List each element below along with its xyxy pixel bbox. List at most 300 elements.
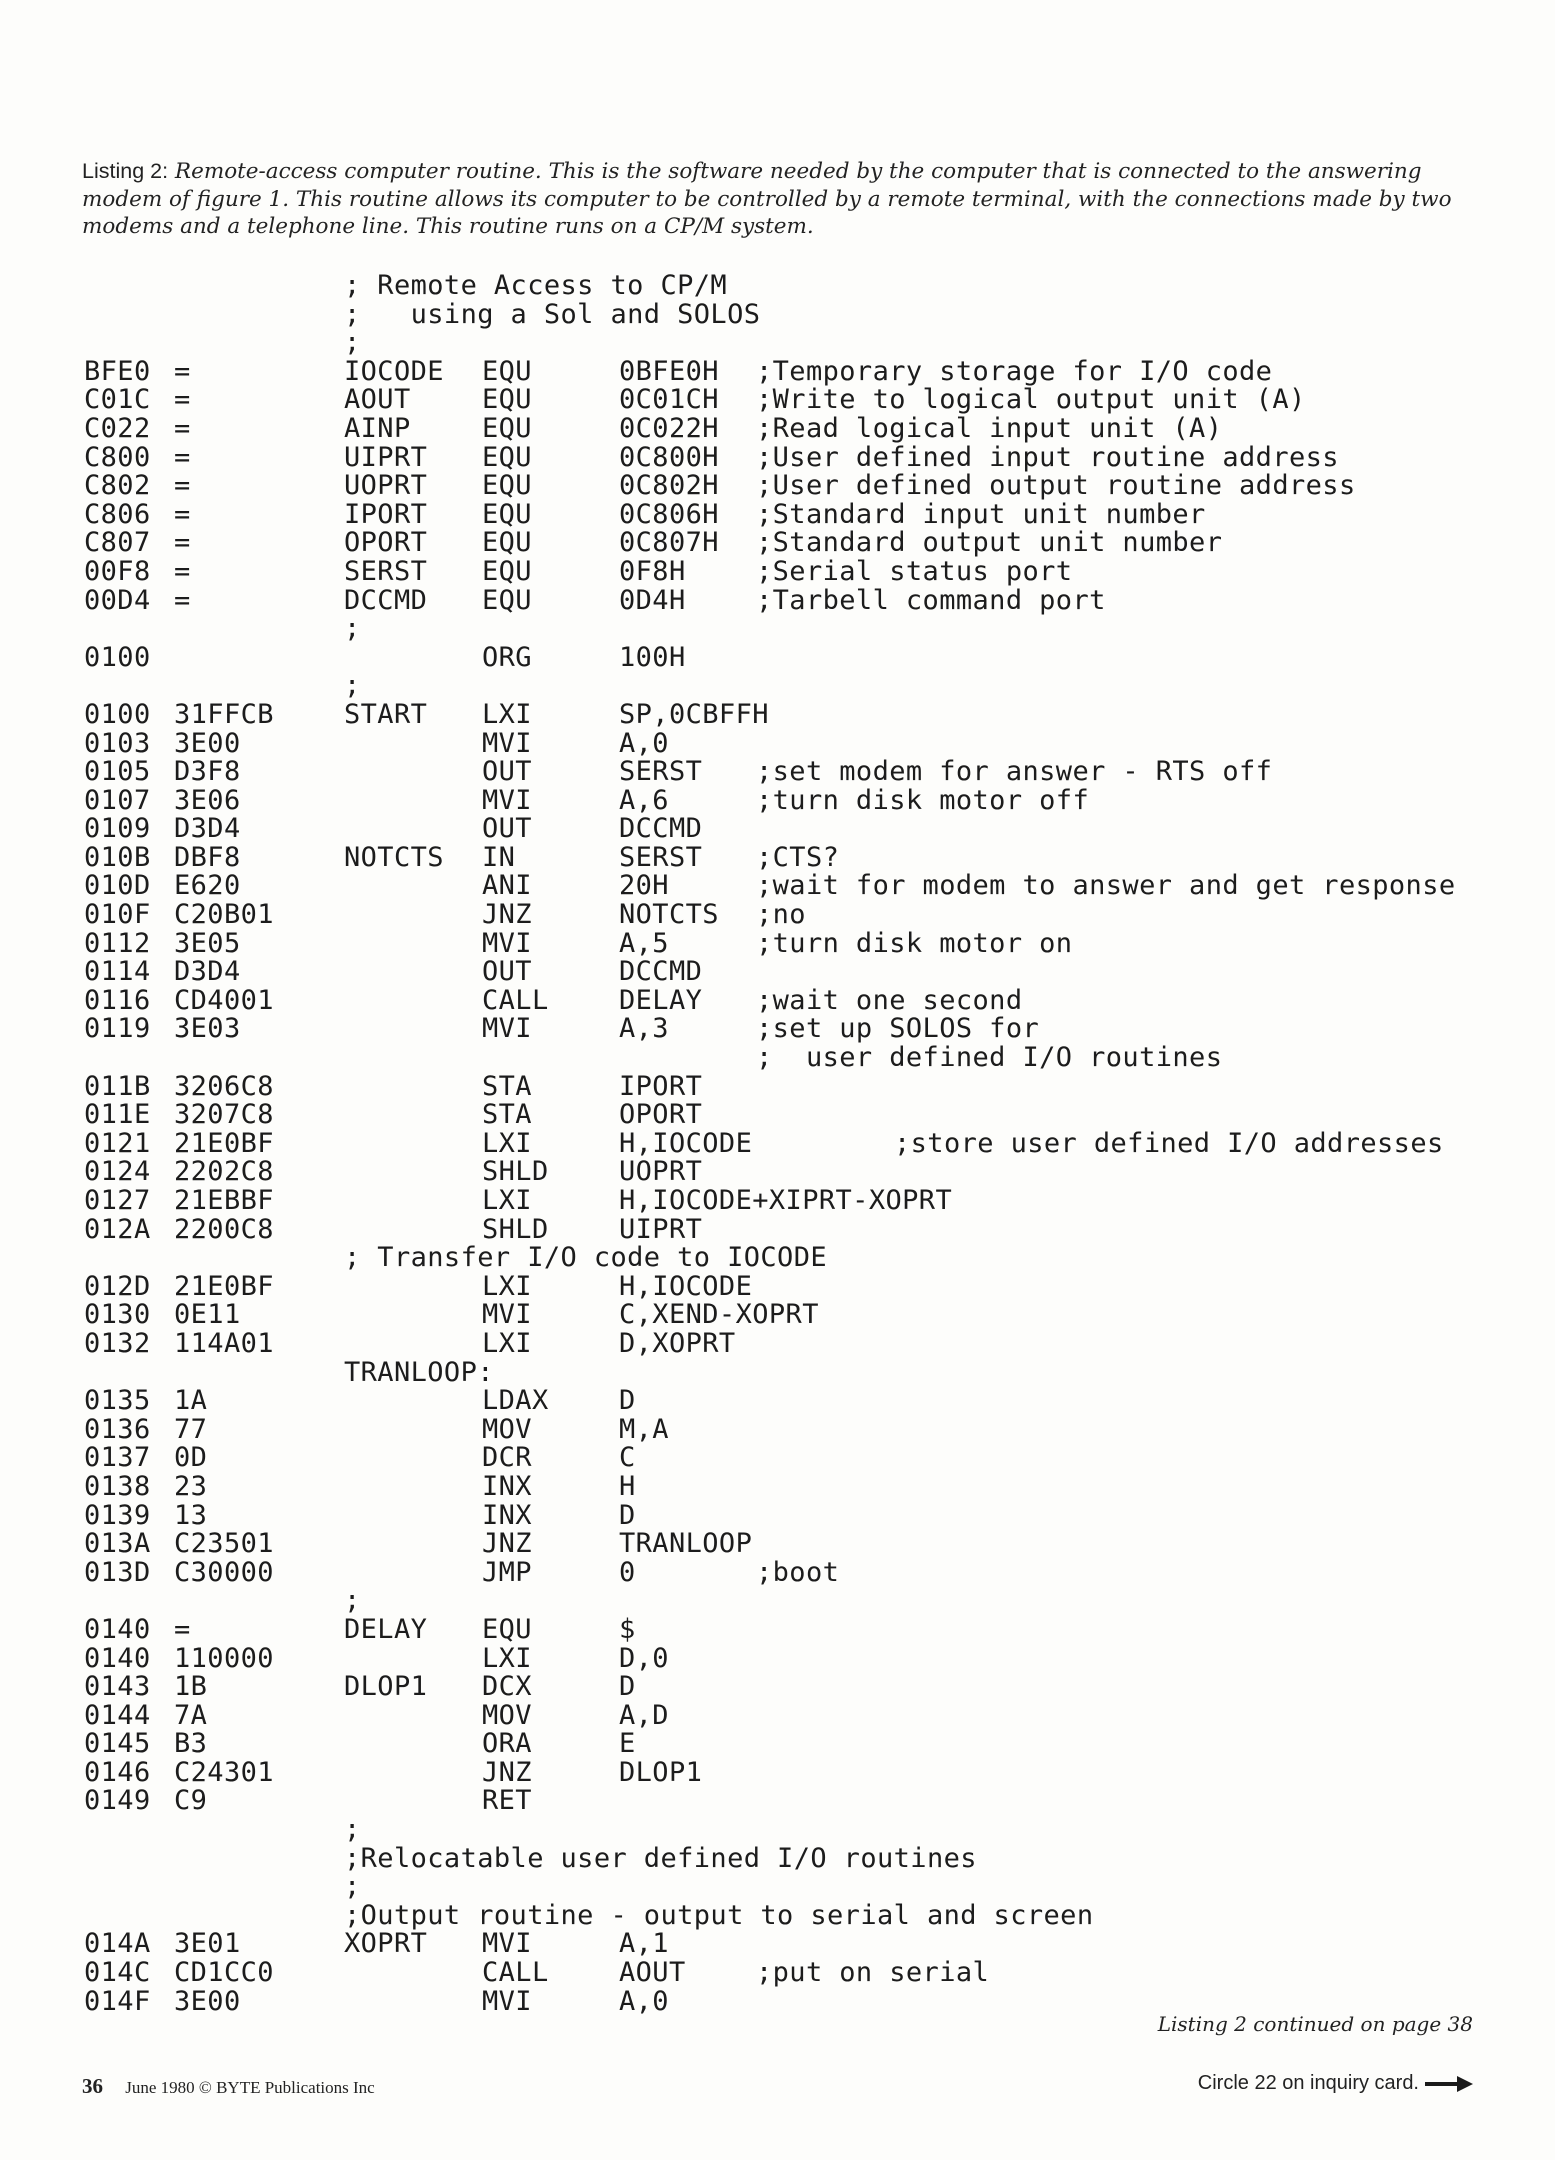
address: 010B [84, 841, 151, 873]
listing-line [84, 329, 1524, 358]
operand: H [619, 1470, 636, 1502]
listing-line [84, 1930, 1524, 1959]
operand: 0D4H [619, 584, 686, 616]
listing-line [84, 927, 1524, 959]
address: 0116 [84, 984, 151, 1016]
opcode-bytes: = [174, 584, 191, 616]
comment-line: TRANLOOP: [344, 1356, 494, 1388]
page-number: 36 [82, 2074, 103, 2098]
opcode-bytes: C24301 [174, 1756, 274, 1788]
opcode-bytes: C20B01 [174, 899, 274, 931]
mnemonic: LXI [482, 698, 532, 730]
operand: A,0 [619, 727, 669, 759]
opcode-bytes: 2202C8 [174, 1156, 274, 1188]
operand: DCCMD [619, 956, 703, 988]
opcode-bytes: C9 [174, 1785, 208, 1817]
listing-line [84, 958, 1524, 987]
opcode-bytes: D3D4 [174, 813, 241, 845]
mnemonic: MOV [482, 1699, 532, 1731]
listing-line [84, 1873, 1524, 1902]
comment: ;Temporary storage for I/O code [756, 355, 1273, 387]
listing-line [84, 1127, 1524, 1159]
mnemonic: CALL [482, 984, 549, 1016]
opcode-bytes: 3206C8 [174, 1070, 274, 1102]
comment-line: ; [344, 613, 361, 645]
issue-credit: June 1980 © BYTE Publications Inc [125, 2078, 375, 2097]
operand: $ [619, 1613, 636, 1645]
comment: ;Standard output unit number [756, 527, 1223, 559]
mnemonic: JNZ [482, 1756, 532, 1788]
arrow-right-icon [1425, 2076, 1473, 2092]
listing-line [84, 412, 1524, 444]
caption-text: Remote-access computer routine. This is the software needed by the computer that is connected to the answering modem of figure 1. This routine allows its computer to be controlled by a remote terminal, with the connections made by two modems and a telephone line. This routine runs on a CP/M system. [82, 159, 1452, 239]
address: 0136 [84, 1413, 151, 1445]
address: 00F8 [84, 555, 151, 587]
address: C807 [84, 527, 151, 559]
label: UIPRT [344, 441, 428, 473]
opcode-bytes: CD1CC0 [174, 1957, 274, 1989]
listing-line [84, 1587, 1524, 1616]
mnemonic: DCR [482, 1442, 532, 1474]
listing-line [84, 1070, 1524, 1102]
listing-line [84, 1899, 1524, 1931]
opcode-bytes: 77 [174, 1413, 208, 1445]
operand: A,1 [619, 1928, 669, 1960]
operand: 0C800H [619, 441, 719, 473]
comment-line: ; [344, 327, 361, 359]
mnemonic: EQU [482, 384, 532, 416]
comment: ;store user defined I/O addresses [894, 1127, 1444, 1159]
opcode-bytes: DBF8 [174, 841, 241, 873]
listing-line [84, 1158, 1524, 1187]
opcode-bytes: 3E05 [174, 927, 241, 959]
mnemonic: EQU [482, 584, 532, 616]
mnemonic: CALL [482, 1957, 549, 1989]
opcode-bytes: C30000 [174, 1556, 274, 1588]
comment: ;Tarbell command port [756, 584, 1106, 616]
listing-line [84, 1444, 1524, 1473]
address: 0149 [84, 1785, 151, 1817]
operand: OPORT [619, 1099, 703, 1131]
listing-line [84, 1699, 1524, 1731]
mnemonic: LXI [482, 1185, 532, 1216]
address: BFE0 [84, 355, 151, 387]
mnemonic: DCX [482, 1671, 532, 1703]
mnemonic: MVI [482, 927, 532, 959]
operand: SP,0CBFFH [619, 698, 769, 730]
label: IPORT [344, 498, 428, 530]
listing-line [84, 1756, 1524, 1788]
listing-line [84, 472, 1524, 501]
listing-line [84, 1327, 1524, 1359]
mnemonic: INX [482, 1470, 532, 1502]
operand: 0C802H [619, 470, 719, 502]
operand: AOUT [619, 1957, 686, 1989]
mnemonic: MVI [482, 1928, 532, 1960]
operand: TRANLOOP [619, 1528, 753, 1560]
label: START [344, 698, 428, 730]
opcode-bytes: 114A01 [174, 1327, 274, 1359]
listing-line [84, 872, 1524, 901]
operand: M,A [619, 1413, 669, 1445]
opcode-bytes: 3E00 [174, 727, 241, 759]
address: 0145 [84, 1728, 151, 1760]
address: 0119 [84, 1013, 151, 1045]
mnemonic: OUT [482, 813, 532, 845]
operand: E [619, 1728, 636, 1760]
mnemonic: MVI [482, 1299, 532, 1331]
listing-line [84, 1613, 1524, 1645]
listing-line [84, 615, 1524, 644]
operand: 0C022H [619, 412, 719, 444]
opcode-bytes: CD4001 [174, 984, 274, 1016]
mnemonic: OUT [482, 756, 532, 788]
comment-line: ; Remote Access to CP/M [344, 270, 728, 301]
opcode-bytes: 21E0BF [174, 1270, 274, 1302]
operand: 0C806H [619, 498, 719, 530]
address: 0105 [84, 756, 151, 788]
listing-line [84, 441, 1524, 473]
address: 0107 [84, 784, 151, 816]
operand: DELAY [619, 984, 703, 1016]
comment: ;Serial status port [756, 555, 1073, 587]
comment: ;Read logical input unit (A) [756, 412, 1223, 444]
listing-line [84, 386, 1524, 415]
mnemonic: RET [482, 1785, 532, 1817]
address: 0121 [84, 1127, 151, 1159]
address: C022 [84, 412, 151, 444]
listing-line [84, 272, 1524, 301]
address: C800 [84, 441, 151, 473]
comment-line: ; [344, 1585, 361, 1617]
operand: 0 [619, 1556, 636, 1588]
opcode-bytes: 13 [174, 1499, 208, 1531]
address: 011E [84, 1099, 151, 1131]
opcode-bytes: 3E03 [174, 1013, 241, 1045]
address: 0143 [84, 1671, 151, 1703]
opcode-bytes: E620 [174, 870, 241, 902]
listing-line [84, 1244, 1524, 1273]
address: 011B [84, 1070, 151, 1102]
listing-caption [82, 158, 1482, 241]
opcode-bytes: 21EBBF [174, 1185, 274, 1216]
address: 0127 [84, 1185, 151, 1216]
mnemonic: ORG [482, 641, 532, 673]
mnemonic: STA [482, 1099, 532, 1131]
address: 014A [84, 1928, 151, 1960]
comment: ;User defined input routine address [756, 441, 1339, 473]
listing-line [84, 641, 1524, 673]
mnemonic: LXI [482, 1327, 532, 1359]
listing-line [84, 1642, 1524, 1674]
address: 0137 [84, 1442, 151, 1474]
listing-line [84, 1530, 1524, 1559]
listing-line [84, 1015, 1524, 1044]
address: 0130 [84, 1299, 151, 1331]
listing-line [84, 1470, 1524, 1502]
address: 0100 [84, 641, 151, 673]
listing-line [84, 727, 1524, 759]
mnemonic: EQU [482, 441, 532, 473]
operand: A,0 [619, 1985, 669, 2017]
comment: ;set up SOLOS for [756, 1013, 1040, 1045]
operand: A,3 [619, 1013, 669, 1045]
listing-line [84, 1213, 1524, 1245]
listing-line [84, 1044, 1524, 1073]
opcode-bytes: = [174, 412, 191, 444]
operand: H,IOCODE [619, 1127, 753, 1159]
address: 0114 [84, 956, 151, 988]
opcode-bytes: 110000 [174, 1642, 274, 1674]
opcode-bytes: 7A [174, 1699, 208, 1731]
mnemonic: LXI [482, 1642, 532, 1674]
operand: SERST [619, 841, 703, 873]
comment: ; user defined I/O routines [756, 1042, 1223, 1074]
address: 0132 [84, 1327, 151, 1359]
comment: ;put on serial [756, 1957, 990, 1989]
listing-line [84, 984, 1524, 1016]
opcode-bytes: = [174, 384, 191, 416]
address: 012D [84, 1270, 151, 1302]
address: 0103 [84, 727, 151, 759]
operand: C,XEND-XOPRT [619, 1299, 819, 1331]
mnemonic: EQU [482, 527, 532, 559]
operand: 0BFE0H [619, 355, 719, 387]
operand: 0F8H [619, 555, 686, 587]
operand: D,0 [619, 1642, 669, 1674]
comment-line: ; [344, 1814, 361, 1846]
comment: ;wait one second [756, 984, 1023, 1016]
comment: ;no [756, 899, 806, 931]
comment-line: ; using a Sol and SOLOS [344, 298, 761, 330]
listing-line [84, 498, 1524, 530]
label: NOTCTS [344, 841, 444, 873]
listing-line [84, 815, 1524, 844]
listing-line [84, 529, 1524, 558]
address: 0112 [84, 927, 151, 959]
listing-line [84, 1187, 1524, 1216]
operand: UOPRT [619, 1156, 703, 1188]
mnemonic: ORA [482, 1728, 532, 1760]
comment: ;set modem for answer - RTS off [756, 756, 1273, 788]
address: 010F [84, 899, 151, 931]
mnemonic: JNZ [482, 899, 532, 931]
listing-line [84, 1499, 1524, 1531]
operand: D [619, 1671, 636, 1703]
operand: 100H [619, 641, 686, 673]
address: 013A [84, 1528, 151, 1560]
operand: 0C807H [619, 527, 719, 559]
comment: ;turn disk motor on [756, 927, 1073, 959]
address: 0124 [84, 1156, 151, 1188]
comment: ;User defined output routine address [756, 470, 1356, 502]
opcode-bytes: = [174, 441, 191, 473]
operand: UIPRT [619, 1213, 703, 1245]
mnemonic: LXI [482, 1127, 532, 1159]
label: IOCODE [344, 355, 444, 387]
mnemonic: JNZ [482, 1528, 532, 1560]
opcode-bytes: 3E01 [174, 1928, 241, 1960]
opcode-bytes: 1B [174, 1671, 208, 1703]
label: OPORT [344, 527, 428, 559]
opcode-bytes: 1A [174, 1385, 208, 1417]
address: 0140 [84, 1613, 151, 1645]
label: UOPRT [344, 470, 428, 502]
opcode-bytes: 21E0BF [174, 1127, 274, 1159]
opcode-bytes: 2200C8 [174, 1213, 274, 1245]
operand: IPORT [619, 1070, 703, 1102]
listing-line [84, 1556, 1524, 1588]
mnemonic: MVI [482, 1013, 532, 1045]
mnemonic: EQU [482, 412, 532, 444]
label: DCCMD [344, 584, 428, 616]
address: 014F [84, 1985, 151, 2017]
listing-line [84, 1673, 1524, 1702]
opcode-bytes: 31FFCB [174, 698, 274, 730]
comment-line: ; [344, 670, 361, 702]
mnemonic: EQU [482, 470, 532, 502]
listing-line [84, 901, 1524, 930]
continued-note: Listing 2 continued on page 38 [1157, 2012, 1473, 2036]
label: XOPRT [344, 1928, 428, 1960]
opcode-bytes: 3207C8 [174, 1099, 274, 1131]
mnemonic: ANI [482, 870, 532, 902]
caption-label: Listing 2: [82, 159, 169, 183]
operand: D [619, 1499, 636, 1531]
label: SERST [344, 555, 428, 587]
operand: A,D [619, 1699, 669, 1731]
mnemonic: EQU [482, 1613, 532, 1645]
opcode-bytes: = [174, 1613, 191, 1645]
mnemonic: JMP [482, 1556, 532, 1588]
operand: DLOP1 [619, 1756, 703, 1788]
listing-line [84, 1413, 1524, 1445]
listing-line [84, 841, 1524, 873]
label: AINP [344, 412, 411, 444]
address: 012A [84, 1213, 151, 1245]
mnemonic: MOV [482, 1413, 532, 1445]
mnemonic: STA [482, 1070, 532, 1102]
address: 013D [84, 1556, 151, 1588]
listing-line [84, 784, 1524, 816]
address: 0146 [84, 1756, 151, 1788]
address: 0135 [84, 1385, 151, 1417]
operand: 0C01CH [619, 384, 719, 416]
operand: C [619, 1442, 636, 1474]
listing-line [84, 355, 1524, 387]
operand: NOTCTS [619, 899, 719, 931]
operand: 20H [619, 870, 669, 902]
mnemonic: INX [482, 1499, 532, 1531]
comment: ;CTS? [756, 841, 840, 873]
address: 0144 [84, 1699, 151, 1731]
label: AOUT [344, 384, 411, 416]
code-listing [84, 272, 1524, 2016]
opcode-bytes: 3E06 [174, 784, 241, 816]
listing-line [84, 1816, 1524, 1845]
mnemonic: EQU [482, 555, 532, 587]
opcode-bytes: = [174, 355, 191, 387]
opcode-bytes: C23501 [174, 1528, 274, 1560]
label: DELAY [344, 1613, 428, 1645]
listing-line [84, 298, 1524, 330]
mnemonic: EQU [482, 498, 532, 530]
mnemonic: EQU [482, 355, 532, 387]
opcode-bytes: 0D [174, 1442, 208, 1474]
listing-line [84, 555, 1524, 587]
listing-line [84, 1787, 1524, 1816]
address: C01C [84, 384, 151, 416]
opcode-bytes: = [174, 470, 191, 502]
operand: A,5 [619, 927, 669, 959]
mnemonic: SHLD [482, 1156, 549, 1188]
address: 010D [84, 870, 151, 902]
opcode-bytes: D3F8 [174, 756, 241, 788]
opcode-bytes: D3D4 [174, 956, 241, 988]
mnemonic: LXI [482, 1270, 532, 1302]
address: 0140 [84, 1642, 151, 1674]
listing-line [84, 758, 1524, 787]
listing-line [84, 672, 1524, 701]
mnemonic: MVI [482, 784, 532, 816]
comment-line: ;Relocatable user defined I/O routines [344, 1842, 977, 1874]
listing-line [84, 1730, 1524, 1759]
address: 0139 [84, 1499, 151, 1531]
comment-line: ; Transfer I/O code to IOCODE [344, 1242, 828, 1274]
address: C806 [84, 498, 151, 530]
listing-line [84, 1301, 1524, 1330]
label: DLOP1 [344, 1671, 428, 1703]
comment-line: ;Output routine - output to serial and screen [344, 1899, 1094, 1931]
operand: A,6 [619, 784, 669, 816]
operand: D,XOPRT [619, 1327, 736, 1359]
comment: ;wait for modem to answer and get response [756, 870, 1456, 902]
listing-line [84, 698, 1524, 730]
listing-line [84, 584, 1524, 616]
operand: D [619, 1385, 636, 1417]
opcode-bytes: = [174, 527, 191, 559]
address: 0138 [84, 1470, 151, 1502]
comment: ;Standard input unit number [756, 498, 1206, 530]
mnemonic: OUT [482, 956, 532, 988]
address: 00D4 [84, 584, 151, 616]
comment: ;turn disk motor off [756, 784, 1090, 816]
page-footer [82, 2074, 375, 2099]
mnemonic: MVI [482, 1985, 532, 2017]
operand: DCCMD [619, 813, 703, 845]
listing-line [84, 1101, 1524, 1130]
operand: H,IOCODE [619, 1270, 753, 1302]
opcode-bytes: = [174, 555, 191, 587]
listing-line [84, 1842, 1524, 1874]
mnemonic: SHLD [482, 1213, 549, 1245]
comment-line: ; [344, 1871, 361, 1903]
listing-line [84, 1959, 1524, 1988]
opcode-bytes: = [174, 498, 191, 530]
address: C802 [84, 470, 151, 502]
mnemonic: IN [482, 841, 516, 873]
comment: ;boot [756, 1556, 840, 1588]
listing-line [84, 1387, 1524, 1416]
inquiry-note [1198, 2072, 1473, 2095]
operand: H,IOCODE+XIPRT-XOPRT [619, 1185, 953, 1216]
address: 0109 [84, 813, 151, 845]
operand: SERST [619, 756, 703, 788]
opcode-bytes: 0E11 [174, 1299, 241, 1331]
opcode-bytes: 3E00 [174, 1985, 241, 2017]
inquiry-text: Circle 22 on inquiry card. [1197, 2072, 1419, 2094]
address: 0100 [84, 698, 151, 730]
